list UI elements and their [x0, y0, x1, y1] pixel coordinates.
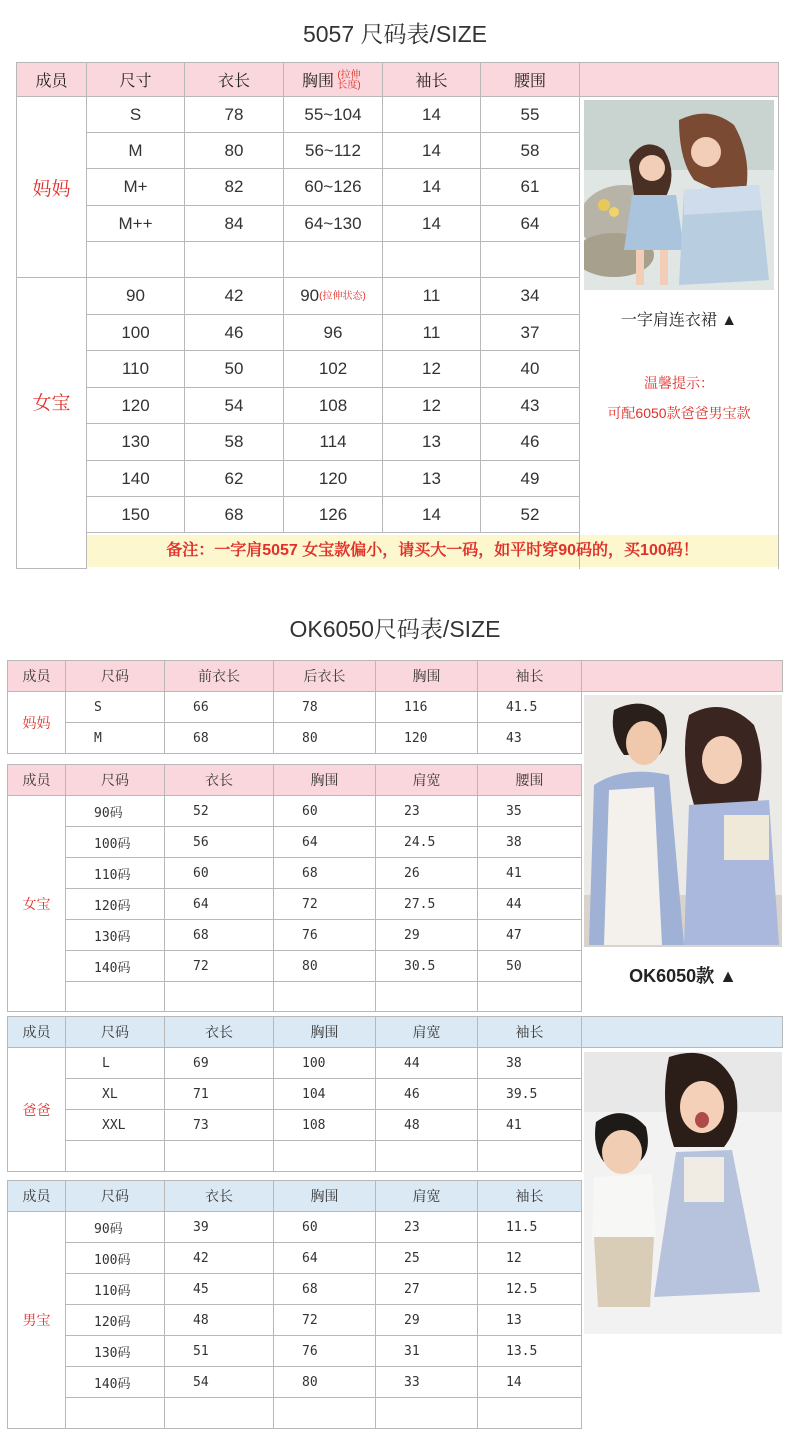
cell: 29: [376, 1305, 478, 1336]
cell: 43: [478, 723, 582, 754]
header-sleeve: 袖长: [478, 1017, 582, 1048]
member-mom: 妈妈: [8, 692, 66, 754]
cell: 90: [87, 278, 185, 315]
cell: [274, 982, 376, 1012]
cell: 12: [478, 1243, 582, 1274]
photo-caption-5057: 一字肩连衣裙 ▲: [620, 312, 738, 329]
cell: 58: [185, 424, 284, 461]
cell: 116: [376, 692, 478, 723]
cell: [87, 242, 185, 278]
cell: 72: [274, 1305, 376, 1336]
member-girl: 女宝: [17, 278, 87, 569]
cell: [383, 242, 481, 278]
cell: 130: [87, 424, 185, 461]
cell: 100: [87, 315, 185, 351]
cell: 110码: [66, 1274, 165, 1305]
member-dad: 爸爸: [8, 1048, 66, 1172]
cell: 44: [478, 889, 582, 920]
table2-title: OK6050尺码表/SIZE: [289, 616, 501, 642]
cell: [274, 1141, 376, 1172]
cell: 90码: [66, 796, 165, 827]
cell: 11: [383, 315, 481, 351]
note-text: 备注：一字肩5057 女宝款偏小，请买大一码，如平时穿90码的，买100码！: [87, 535, 778, 567]
cell: 114: [284, 424, 383, 461]
member-girl: 女宝: [8, 796, 66, 1012]
cell: 130码: [66, 920, 165, 951]
cell: 49: [481, 461, 580, 497]
cell: 140码: [66, 1367, 165, 1398]
cell: 38: [478, 1048, 582, 1079]
cell: 110码: [66, 858, 165, 889]
cell: 120: [376, 723, 478, 754]
tip-title: 温馨提示：: [644, 375, 714, 391]
cell: 102: [284, 351, 383, 388]
table-row: [17, 97, 779, 133]
cell: 120码: [66, 1305, 165, 1336]
cell: [165, 1141, 274, 1172]
cell: 100码: [66, 1243, 165, 1274]
header-length: 衣长: [165, 1181, 274, 1212]
cell: 100码: [66, 827, 165, 858]
cell: 24.5: [376, 827, 478, 858]
cell: 56~112: [284, 133, 383, 169]
cell: 64~130: [284, 206, 383, 242]
cell: 27: [376, 1274, 478, 1305]
cell: 35: [478, 796, 582, 827]
mother-daughter-photo: [584, 100, 774, 290]
cell: [66, 1398, 165, 1429]
cell: 60: [165, 858, 274, 889]
cell: 110: [87, 351, 185, 388]
cell: 14: [383, 169, 481, 206]
cell: 64: [274, 827, 376, 858]
cell: XL: [66, 1079, 165, 1110]
cell: 126: [284, 497, 383, 533]
cell: 29: [376, 920, 478, 951]
cell: 41.5: [478, 692, 582, 723]
cell: 80: [274, 1367, 376, 1398]
cell: 40: [481, 351, 580, 388]
cell: 120: [284, 461, 383, 497]
cell: 43: [481, 388, 580, 424]
cell: 42: [185, 278, 284, 315]
header-chest-note: (拉伸长度): [337, 70, 361, 92]
cell: 14: [383, 206, 481, 242]
chest-note: (拉伸状态): [319, 290, 366, 302]
cell: 23: [376, 796, 478, 827]
cell: 51: [165, 1336, 274, 1367]
header-chest: 胸围: [274, 1017, 376, 1048]
cell: [478, 982, 582, 1012]
cell: L: [66, 1048, 165, 1079]
cell: 69: [165, 1048, 274, 1079]
header-sleeve: 袖长: [478, 1181, 582, 1212]
cell: 62: [185, 461, 284, 497]
header-size: 尺码: [66, 1181, 165, 1212]
header-sleeve: 袖长: [478, 661, 582, 692]
cell: M: [87, 133, 185, 169]
header-shoulder: 肩宽: [376, 1181, 478, 1212]
cell: 100: [274, 1048, 376, 1079]
cell: [376, 982, 478, 1012]
kids-photo-6050: [584, 1052, 782, 1334]
cell: 72: [274, 889, 376, 920]
cell: 46: [376, 1079, 478, 1110]
header-waist: 腰围: [478, 765, 582, 796]
cell: 68: [274, 858, 376, 889]
cell: 68: [185, 497, 284, 533]
cell: [376, 1398, 478, 1429]
cell: 23: [376, 1212, 478, 1243]
cell: 39: [165, 1212, 274, 1243]
header-member: 成员: [8, 1181, 66, 1212]
cell: 42: [165, 1243, 274, 1274]
header-member: 成员: [17, 63, 87, 97]
cell: 140码: [66, 951, 165, 982]
cell: 56: [165, 827, 274, 858]
cell: 72: [165, 951, 274, 982]
cell: 73: [165, 1110, 274, 1141]
chest-value: 90: [300, 286, 320, 305]
header-length: 衣长: [165, 1017, 274, 1048]
cell: XXL: [66, 1110, 165, 1141]
cell: 33: [376, 1367, 478, 1398]
cell: 120: [87, 388, 185, 424]
header-chest: 胸围: [376, 661, 478, 692]
cell: 60: [274, 796, 376, 827]
cell: 14: [478, 1367, 582, 1398]
cell: M+: [87, 169, 185, 206]
cell: 45: [165, 1274, 274, 1305]
size-table-5057: [16, 62, 779, 569]
cell: S: [87, 97, 185, 133]
cell: 61: [481, 169, 580, 206]
cell: 52: [481, 497, 580, 533]
cell: 26: [376, 858, 478, 889]
cell: 76: [274, 1336, 376, 1367]
cell: 68: [165, 920, 274, 951]
member-mom: 妈妈: [17, 97, 87, 278]
table1-title: 5057 尺码表/SIZE: [302, 21, 488, 47]
cell: [66, 982, 165, 1012]
cell: 78: [185, 97, 284, 133]
cell: S: [66, 692, 165, 723]
cell: 82: [185, 169, 284, 206]
cell: 78: [274, 692, 376, 723]
cell: 38: [478, 827, 582, 858]
header-sleeve: 袖长: [383, 63, 481, 97]
cell: 13: [478, 1305, 582, 1336]
cell: 80: [185, 133, 284, 169]
cell: 140: [87, 461, 185, 497]
cell: 120码: [66, 889, 165, 920]
tip-text: 可配6050款爸爸男宝款: [607, 405, 751, 421]
cell: 47: [478, 920, 582, 951]
cell: [274, 1398, 376, 1429]
cell: [185, 242, 284, 278]
cell: 54: [165, 1367, 274, 1398]
cell: 12: [383, 351, 481, 388]
header-member: 成员: [8, 1017, 66, 1048]
cell: 11.5: [478, 1212, 582, 1243]
cell: 46: [185, 315, 284, 351]
cell: 34: [481, 278, 580, 315]
cell: 80: [274, 723, 376, 754]
header-empty: [582, 661, 783, 692]
side-panel-5057: [580, 97, 779, 569]
cell: 31: [376, 1336, 478, 1367]
cell: 44: [376, 1048, 478, 1079]
cell: 60: [274, 1212, 376, 1243]
header-size: 尺码: [66, 1017, 165, 1048]
header-shoulder: 肩宽: [376, 1017, 478, 1048]
header-shoulder: 肩宽: [376, 765, 478, 796]
cell: 12.5: [478, 1274, 582, 1305]
cell: 96: [284, 315, 383, 351]
cell: 55~104: [284, 97, 383, 133]
cell: 130码: [66, 1336, 165, 1367]
cell: 64: [274, 1243, 376, 1274]
cell: 13: [383, 461, 481, 497]
cell: 14: [383, 133, 481, 169]
cell: 108: [284, 388, 383, 424]
family-photo-6050: [584, 695, 782, 947]
header-length: 衣长: [185, 63, 284, 97]
photo-caption-6050: OK6050款 ▲: [629, 966, 737, 986]
cell: 66: [165, 692, 274, 723]
header-member: 成员: [8, 661, 66, 692]
cell: 46: [481, 424, 580, 461]
cell: 27.5: [376, 889, 478, 920]
cell: 39.5: [478, 1079, 582, 1110]
cell: [284, 278, 383, 315]
cell: M++: [87, 206, 185, 242]
cell: [481, 242, 580, 278]
cell: 11: [383, 278, 481, 315]
cell: 12: [383, 388, 481, 424]
cell: 13: [383, 424, 481, 461]
cell: 50: [185, 351, 284, 388]
cell: [165, 982, 274, 1012]
cell: [376, 1141, 478, 1172]
cell: 50: [478, 951, 582, 982]
header-member: 成员: [8, 765, 66, 796]
cell: 108: [274, 1110, 376, 1141]
header-chest: 胸围: [274, 1181, 376, 1212]
header-chest-label: 胸围: [301, 72, 334, 90]
cell: [165, 1398, 274, 1429]
cell: 68: [165, 723, 274, 754]
table-header-row: [8, 1017, 783, 1048]
cell: 14: [383, 97, 481, 133]
header-size: 尺码: [66, 661, 165, 692]
cell: 14: [383, 497, 481, 533]
cell: 52: [165, 796, 274, 827]
cell: 71: [165, 1079, 274, 1110]
cell: 68: [274, 1274, 376, 1305]
header-size: 尺寸: [87, 63, 185, 97]
cell: 90码: [66, 1212, 165, 1243]
header-waist: 腰围: [481, 63, 580, 97]
cell: 64: [165, 889, 274, 920]
cell: 48: [165, 1305, 274, 1336]
cell: 58: [481, 133, 580, 169]
table-header-row: [17, 63, 779, 97]
header-chest: 胸围: [274, 765, 376, 796]
cell: 80: [274, 951, 376, 982]
cell: 55: [481, 97, 580, 133]
cell: 37: [481, 315, 580, 351]
cell: M: [66, 723, 165, 754]
cell: 54: [185, 388, 284, 424]
cell: 104: [274, 1079, 376, 1110]
header-back-length: 后衣长: [274, 661, 376, 692]
cell: [478, 1398, 582, 1429]
header-length: 衣长: [165, 765, 274, 796]
cell: 76: [274, 920, 376, 951]
cell: 150: [87, 497, 185, 533]
cell: [284, 242, 383, 278]
cell: 84: [185, 206, 284, 242]
cell: [478, 1141, 582, 1172]
cell: 41: [478, 858, 582, 889]
cell: [66, 1141, 165, 1172]
cell: 41: [478, 1110, 582, 1141]
cell: 60~126: [284, 169, 383, 206]
header-size: 尺码: [66, 765, 165, 796]
cell: 48: [376, 1110, 478, 1141]
header-chest: [284, 63, 383, 97]
cell: 25: [376, 1243, 478, 1274]
header-empty: [580, 63, 779, 97]
cell: 13.5: [478, 1336, 582, 1367]
member-boy: 男宝: [8, 1212, 66, 1429]
table-header-row: [8, 661, 783, 692]
header-front-length: 前衣长: [165, 661, 274, 692]
header-empty: [582, 1017, 783, 1048]
cell: 64: [481, 206, 580, 242]
cell: 30.5: [376, 951, 478, 982]
